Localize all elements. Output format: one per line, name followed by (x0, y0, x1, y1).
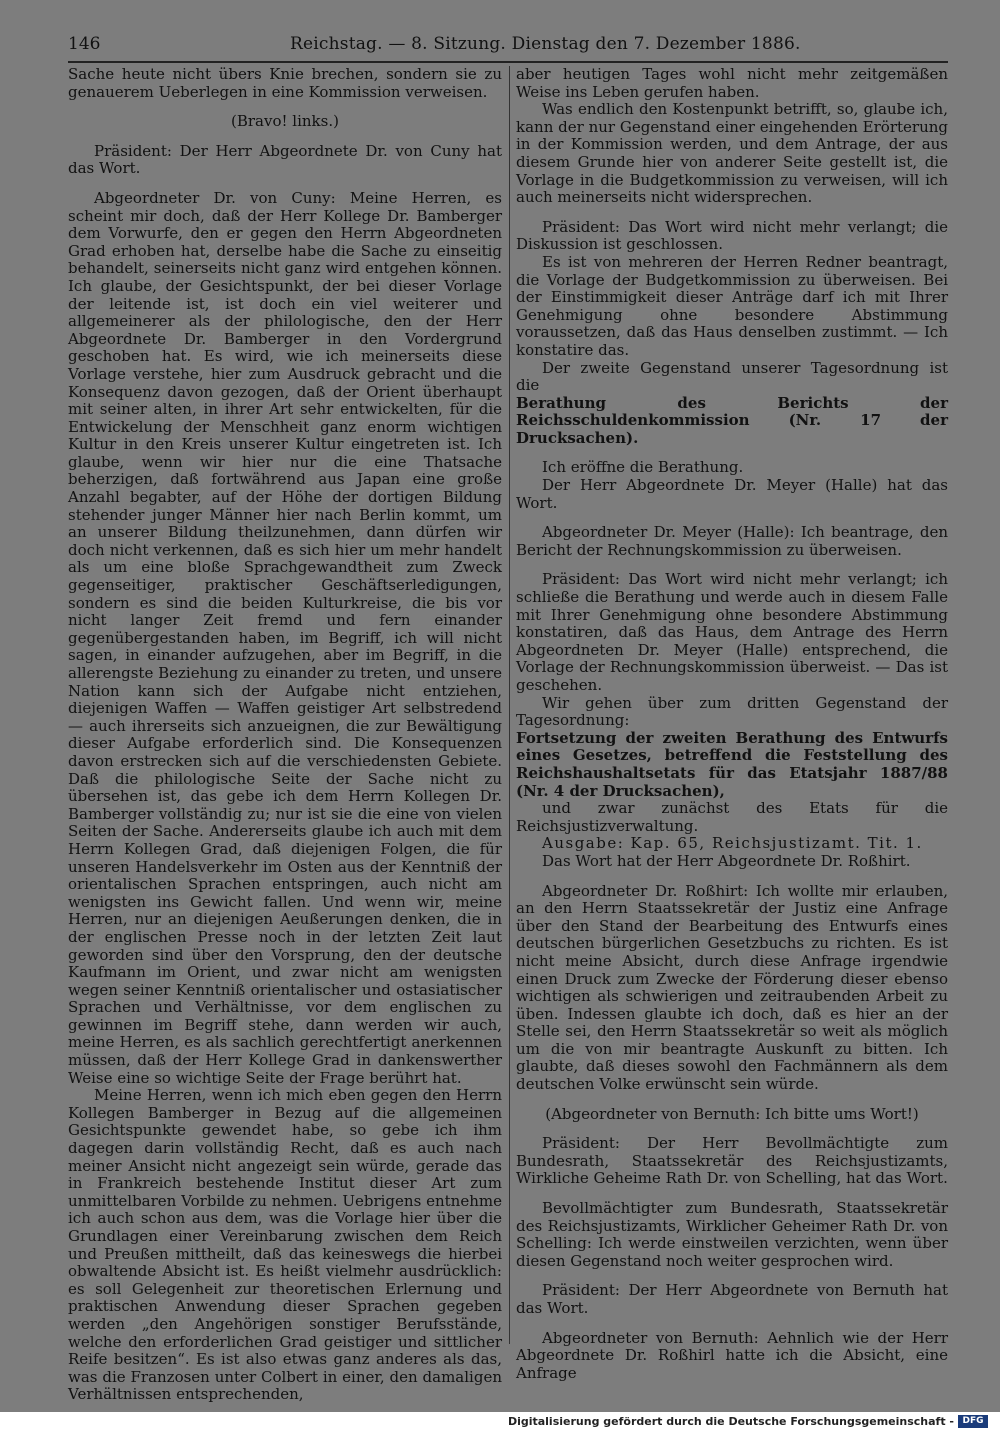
paragraph: Wir gehen über zum dritten Gegenstand der Tagesordnung: (516, 693, 948, 730)
speaker-paragraph: Präsident: Das Wort wird nicht mehr verlangt; ich schließe die Berathung und werde auch in diesem Falle mit Ihrer Genehmigung ohne besondere Abstimmung konstatiren, daß das Haus, dem Antrage des Herrn Abgeordneten Dr. Meyer (Halle) entsprechend, die Vorlage der Rechnungskommission überweist. — Das ist geschehen. (516, 570, 948, 694)
speaker-paragraph: Präsident: Der Herr Abgeordnete Dr. von Cuny hat das Wort. (68, 141, 502, 178)
paragraph: Das Wort hat der Herr Abgeordnete Dr. Roßhirt. (542, 851, 911, 870)
paragraph: und zwar zunächst des Etats für die Reichsjustizverwaltung. (516, 799, 948, 835)
speaker-paragraph: Abgeordneter von Bernuth: Aehnlich wie der Herr Abgeordnete Dr. Roßhirl hatte ich die Absicht, eine Anfrage (516, 1328, 948, 1382)
agenda-item: Fortsetzung der zweiten Berathung des Entwurfs eines Gesetzes, betreffend die Feststellung des Reichshaushaltsetats für das Etatsjahr 1887/88 (Nr. 4 der Drucksachen), (516, 728, 948, 800)
speaker-paragraph: Abgeordneter Dr. Meyer (Halle): Ich beantrage, den Bericht der Rechnungskommission zu überweisen. (516, 523, 948, 559)
dfg-logo: DFG (958, 1415, 988, 1428)
left-column (68, 66, 502, 1404)
paragraph: aber heutigen Tages wohl nicht mehr zeitgemäßen Weise ins Leben gerufen haben. (516, 65, 948, 101)
header-rule (68, 61, 948, 63)
speaker-paragraph: Abgeordneter Dr. Roßhirt: Ich wollte mir erlauben, an den Herrn Staatssekretär der Justiz eine Anfrage über den Stand der Bearbeitung des Entwurfs eines deutschen bürgerlichen Gesetzbuchs zu richten. Es ist nicht meine Absicht, durch diese Anfrage irgendwie einen Druck zum Zwecke der Förderung dieser ebenso wichtigen als schwierigen und zeitraubenden Arbeit zu üben. Indessen glaubte ich doch, daß es hier an der Stelle sei, den Herrn Staatssekretär so weit als möglich um die von mir beantragte Auskunft zu bitten. Ich glaubte, daß dieses sowohl den Fachmännern als dem deutschen Volke erwünscht sein würde. (516, 881, 948, 1094)
paragraph: Ausgabe: Kap. 65, Reichsjustizamt. Tit. 1. (542, 834, 923, 853)
paragraph: Ich eröffne die Berathung. (542, 458, 744, 477)
interjection: (Bravo! links.) (231, 112, 339, 131)
interjection: (Abgeordneter von Bernuth: Ich bitte ums Wort!) (545, 1104, 919, 1123)
page-header (68, 34, 948, 60)
paragraph: Was endlich den Kostenpunkt betrifft, so, glaube ich, kann der nur Gegenstand einer eingehenden Erörterung in der Kommission werden, und dem Antrage, der aus diesem Grunde hier von anderer Seite gestellt ist, die Vorlage in die Budgetkommission zu verweisen, will ich auch meinerseits nicht widersprechen. (516, 100, 948, 207)
paragraph: Es ist von mehreren der Herren Redner beantragt, die Vorlage der Budgetkommission zu überweisen. Bei der Einstimmigkeit dieser Anträge darf ich mit Ihrer Genehmigung ohne besondere Abstimmung voraussetzen, daß das Haus denselben zustimmt. — Ich konstatire das. (516, 252, 948, 359)
page-number: 146 (68, 34, 101, 54)
speaker-paragraph: Bevollmächtigter zum Bundesrath, Staatssekretär des Reichsjustizamts, Wirklicher Geheimer Rath Dr. von Schelling: Ich werde einstweilen verzichten, wenn über diesen Gegenstand noch weiter gesprochen wird. (516, 1199, 948, 1270)
paragraph: Der Herr Abgeordnete Dr. Meyer (Halle) hat das Wort. (516, 476, 948, 512)
footer-credit: Digitalisierung gefördert durch die Deutsche Forschungsgemeinschaft - (507, 1415, 954, 1428)
speech-paragraph: Meine Herren, wenn ich mich eben gegen den Herrn Kollegen Bamberger in Bezug auf die allgemeinen Gesichtspunkte gewendet habe, so gebe ich ihm dagegen darin vollständig Recht, daß es auch nach meiner Ansicht nicht angezeigt sein würde, gerade das in Frankreich bestehende Institut dieser Art zum unmittelbaren Vorbilde zu nehmen. Uebrigens entnehme ich auch schon aus dem, was die Vorlage hier über die Grundlagen einer Vereinbarung zwischen dem Reich und Preußen mittheilt, daß das keineswegs die hierbei obwaltende Absicht ist. Es heißt vielmehr ausdrücklich: es soll Gelegenheit zur theoretischen Erlernung und praktischen Anwendung dieser Sprachen gegeben werden „den Angehörigen sonstiger Berufsstände, welche den erforderlichen Grad geistiger und sittlicher Reife besitzen“. Es ist also etwas ganz anderes als das, was die Franzosen unter Colbert in einer, den damaligen Verhältnissen entsprechenden, (68, 1086, 502, 1404)
footer-bar (0, 1412, 1000, 1432)
right-column (516, 66, 948, 1382)
agenda-item: Berathung des Berichts der Reichsschuldenkommission (Nr. 17 der Drucksachen). (516, 393, 948, 447)
paragraph: Der zweite Gegenstand unserer Tagesordnung ist die (516, 358, 948, 395)
speaker-paragraph: Präsident: Der Herr Abgeordnete von Bernuth hat das Wort. (516, 1281, 948, 1317)
running-title: Reichstag. — 8. Sitzung. Dienstag den 7. Dezember 1886. (290, 34, 801, 54)
paragraph: Sache heute nicht übers Knie brechen, sondern sie zu genauerem Ueberlegen in eine Kommission verweisen. (68, 65, 502, 101)
column-divider (509, 66, 510, 1344)
speaker-paragraph: Präsident: Der Herr Bevollmächtigte zum Bundesrath, Staatssekretär des Reichsjustizamts, Wirkliche Geheime Rath Dr. von Schelling, hat das Wort. (516, 1134, 948, 1188)
speaker-paragraph: Präsident: Das Wort wird nicht mehr verlangt; die Diskussion ist geschlossen. (516, 217, 948, 254)
speech-paragraph: Abgeordneter Dr. von Cuny: Meine Herren, es scheint mir doch, daß der Herr Kollege Dr. Bamberger dem Vorwurfe, den er gegen den Herrn Abgeordneten Grad erhoben hat, derselbe habe die Sache zu einseitig behandelt, seinerseits nicht ganz wird entgehen können. Ich glaube, der Gesichtspunkt, der bei dieser Vorlage der leitende ist, ist doch ein viel weiterer und allgemeinerer als der philologische, den der Herr Abgeordnete Dr. Bamberger in den Vordergrund geschoben hat. Es wird, wie ich meinerseits diese Vorlage verstehe, hier zum Ausdruck gebracht und die Konsequenz davon gezogen, daß der Orient überhaupt mit seiner alten, in ihrer Art sehr entwickelten, für die Entwickelung der Menschheit ganz enorm wichtigen Kultur in den Kreis unserer Kultur eingetreten ist. Ich glaube, wenn wir hier nur die eine Thatsache beherzigen, daß fortwährend aus Japan eine große Anzahl begabter, auf der Höhe der dortigen Bildung stehender junger Männer hier nach Berlin kommt, um an unserer Bildung theilzunehmen, dann dürfen wir doch nicht verkennen, daß es sich hier um mehr handelt als um eine bloße Sprachgewandtheit zum Zweck gegenseitiger, praktischer Geschäftserledigungen, sondern es sind die beiden Kulturkreise, die bis vor nicht langer Zeit fremd und fern einander gegenübergestanden haben, im Begriff, ich will nicht sagen, in einander aufzugehen, aber im Begriff, in die allerengste Beziehung zu einander zu treten, und unsere Nation kann sich der Aufgabe nicht entziehen, diejenigen Waffen — Waffen geistiger Art selbstredend — auch ihrerseits sich anzueignen, die zur Bewältigung dieser Aufgabe erforderlich sind. Die Konsequenzen davon erstrecken sich auf die verschiedensten Gebiete. Daß die philologische Seite der Sache nicht zu übersehen ist, das gebe ich dem Herrn Kollegen Dr. Bamberger vollständig zu; nur ist sie die eine von vielen Seiten der Sache. Andererseits glaube ich auch mit dem Herrn Kollegen Grad, daß diejenigen Folgen, die für unseren Handelsverkehr im Osten aus der Kenntniß der orientalischen Sprachen entspringen, auch nicht am wenigsten ins Gewicht fallen. Und wenn wir, meine Herren, nur an diejenigen Aeußerungen denken, die in der englischen Presse noch in der letzten Zeit laut geworden sind über den Vorsprung, den der deutsche Kaufmann im Orient, und zwar nicht am wenigsten wegen seiner Kenntniß orientalischer und ostasiatischer Sprachen und Verhältnisse, vor dem englischen zu gewinnen im Begriff stehe, dann werden wir auch, meine Herren, es als sachlich gerechtfertigt anerkennen müssen, daß der Herr Kollege Grad in dankenswerther Weise eine so wichtige Seite der Frage berührt hat. (68, 188, 502, 1087)
